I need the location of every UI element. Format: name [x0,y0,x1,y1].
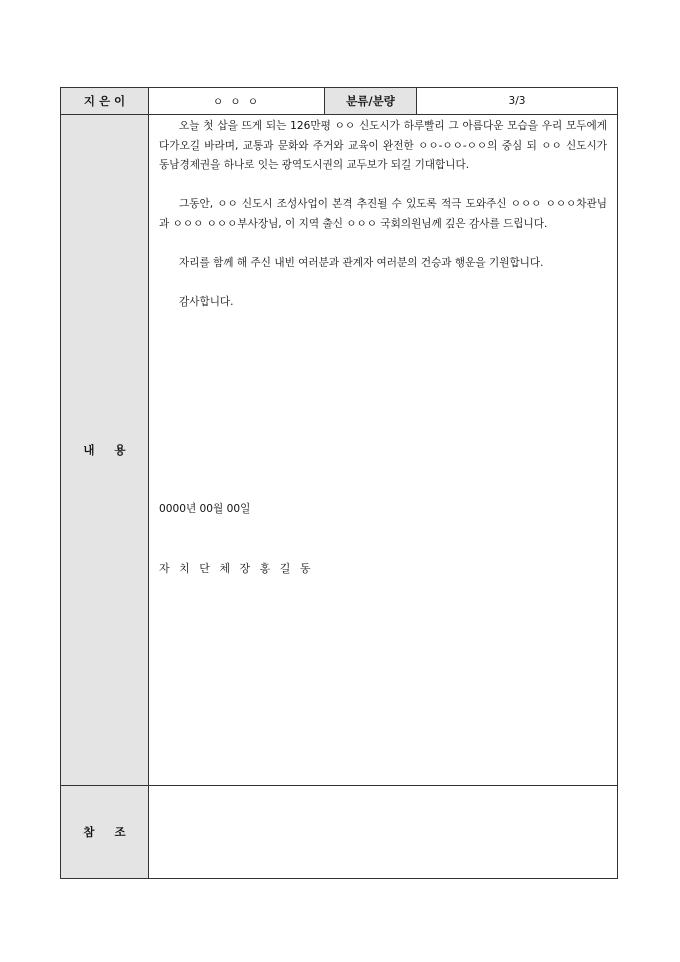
content-label: 내 용 [61,115,149,786]
category-value: 3/3 [417,88,618,115]
document-form-table [60,87,618,879]
speech-paragraph-3: 자리를 함께 해 주신 내빈 여러분과 관계자 여러분의 건승과 행운을 기원합니다. [179,257,544,270]
author-label: 지 은 이 [61,88,149,115]
header-row [61,88,618,115]
category-label: 분류/분량 [325,88,417,115]
speech-paragraph-1: 오늘 첫 삽을 뜨게 되는 126만평 ㅇㅇ 신도시가 하루빨리 그 아름다운 모습을 우리 모두에게 다가오길 바라며, 교통과 문화와 주거와 교육이 완전한 ㅇㅇ-ㅇㅇ-ㅇㅇ의 중심 되 ㅇㅇ 신도시가 동남경제권을 하나로 잇는 광역도시권의 교두보가 되길 기대합니다. [159,120,607,172]
content-body [149,115,618,786]
speech-paragraph-4: 감사합니다. [179,296,234,309]
document-date: 0000년 00월 00일 [159,503,251,515]
speech-paragraph-2: 그동안, ㅇㅇ 신도시 조성사업이 본격 추진될 수 있도록 적극 도와주신 ㅇㅇㅇ ㅇㅇㅇ차관님과 ㅇㅇㅇ ㅇㅇㅇ부사장님, 이 지역 출신 ㅇㅇㅇ 국회의원님께 깊은 감사를 드립니다. [159,198,607,230]
content-row [61,115,618,786]
signer-name: 자 치 단 체 장 홍 길 동 [159,562,314,575]
author-value: ㅇ ㅇ ㅇ [149,88,325,115]
reference-body [149,786,618,879]
reference-row [61,786,618,879]
reference-label: 참 조 [61,786,149,879]
